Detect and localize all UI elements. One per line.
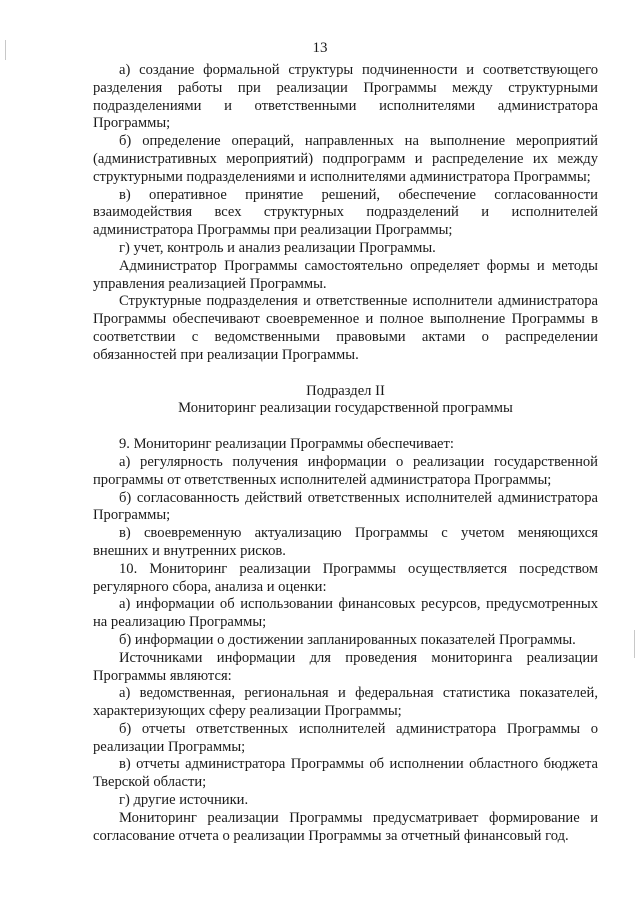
section-label: Подраздел II <box>306 382 385 399</box>
paragraph: в) своевременную актуализацию Программы с учетом меняющихся внешних и внутренних рисков. <box>93 525 598 559</box>
section-title: Мониторинг реализации государственной программы <box>178 400 513 417</box>
paragraph: г) другие источники. <box>119 792 249 809</box>
paragraph: Структурные подразделения и ответственные исполнители администратора Программы обеспечивают своевременное и полное выполнение Программы в соответствии с ведомственными правовыми актами о распределении обязанностей при реализации Программы. <box>93 293 598 363</box>
paragraph: а) информации об использовании финансовых ресурсов, предусмотренных на реализацию Программы; <box>93 596 598 631</box>
paragraph: б) определение операций, направленных на выполнение мероприятий (административных мероприятий) подпрограмм и распределение их между структурными подразделениями и исполнителями администратора Программы; <box>93 133 598 185</box>
paragraph: Администратор Программы самостоятельно определяет формы и методы управления реализацией Программы. <box>93 257 598 292</box>
paragraph: Мониторинг реализации Программы предусматривает формирование и согласование отчета о реализации Программы за отчетный финансовый год. <box>93 809 598 844</box>
paragraph: Источниками информации для проведения мониторинга реализации Программы являются: <box>93 649 598 684</box>
document-body <box>93 62 598 845</box>
paragraph: 9. Мониторинг реализации Программы обеспечивает: <box>119 436 454 453</box>
paragraph: б) отчеты ответственных исполнителей администратора Программы о реализации Программы; <box>93 720 598 755</box>
page-number: 13 <box>312 40 328 56</box>
paragraph: 10. Мониторинг реализации Программы осуществляется посредством регулярного сбора, анализа и оценки: <box>93 560 598 595</box>
paragraph: в) отчеты администратора Программы об исполнении областного бюджета Тверской области; <box>93 756 598 791</box>
paragraph: в) оперативное принятие решений, обеспечение согласованности взаимодействия всех структурных подразделений и исполнителей администратора Программы при реализации Программы; <box>93 186 598 239</box>
paragraph: а) регулярность получения информации о реализации государственной программы от ответственных исполнителей администратора Программы; <box>93 453 598 488</box>
paragraph: а) ведомственная, региональная и федеральная статистика показателей, характеризующих сферу реализации Программы; <box>93 685 598 720</box>
scan-edge-mark-right <box>634 630 635 658</box>
paragraph: б) информации о достижении запланированных показателей Программы. <box>119 631 576 648</box>
paragraph: г) учет, контроль и анализ реализации Программы. <box>119 239 436 256</box>
paragraph: б) согласованность действий ответственных исполнителей администратора Программы; <box>93 489 598 524</box>
paragraph: а) создание формальной структуры подчиненности и соответствующего разделения работы при реализации Программы между структурными подразделениями и ответственными исполнителями администратора Программы; <box>93 62 598 132</box>
